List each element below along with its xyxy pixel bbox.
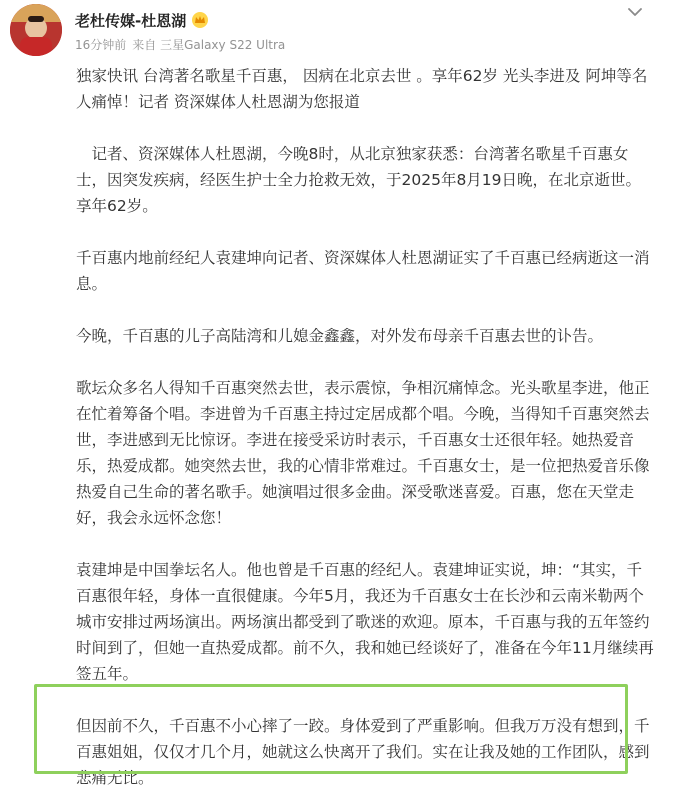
post-paragraph-highlighted: 但因前不久，千百惠不小心摔了一跤。身体爱到了严重影响。但我万万没有想到，千百惠姐姐，仅仅才几个月，她就这么快离开了我们。实在让我及她的工作团队，感到悲痛无比。 <box>76 717 650 787</box>
post-paragraph: 袁建坤是中国拳坛名人。他也曾是千百惠的经纪人。袁建坤证实说，坤：“其实，千百惠很年轻，身体一直很健康。今年5月，我还为千百惠女士在长沙和云南米勒两个城市安排过两场演出。两场演出都受到了歌迷的欢迎。原本，千百惠与我的五年签约时间到了，但她一直热爱成都。前不久，我和她已经谈好了，准备在今年11月继续再签五年。 <box>76 561 654 683</box>
post-time[interactable]: 16分钟前 <box>75 38 127 52</box>
chevron-down-icon[interactable] <box>625 4 645 20</box>
post-source: 来自 三星Galaxy S22 Ultra <box>132 38 286 52</box>
crown-badge-icon <box>191 11 209 29</box>
post-paragraph: 记者、资深媒体人杜恩湖，今晚8时，从北京独家获悉：台湾著名歌星千百惠女士，因突发疾病，经医生护士全力抢救无效，于2025年8月19日晚，在北京逝世。享年62岁。 <box>76 145 642 215</box>
post-header <box>0 0 673 60</box>
post-paragraph-lead: 独家快讯 台湾著名歌星千百惠， 因病在北京去世 。享年62岁 光头李进及 阿坤等名人痛悼！记者 资深媒体人杜恩湖为您报道 <box>76 67 648 111</box>
post-meta <box>75 36 285 53</box>
post-paragraph: 今晚，千百惠的儿子高陆湾和儿媳金鑫鑫，对外发布母亲千百惠去世的讣告。 <box>76 327 604 345</box>
post-body <box>76 63 656 791</box>
post-paragraph: 千百惠内地前经纪人袁建坤向记者、资深媒体人杜恩湖证实了千百惠已经病逝这一消息。 <box>76 249 650 293</box>
author-name[interactable]: 老杜传媒-杜恩湖 <box>75 11 187 30</box>
post-paragraph: 歌坛众多名人得知千百惠突然去世，表示震惊，争相沉痛悼念。光头歌星李进，他正在忙着筹备个唱。李进曾为千百惠主持过定居成都个唱。今晚，当得知千百惠突然去世，李进感到无比惊讶。李进在接受采访时表示，千百惠女士还很年轻。她热爱音乐，热爱成都。她突然去世，我的心情非常难过。千百惠女士，是一位把热爱音乐像热爱自己生命的著名歌手。她演唱过很多金曲。深受歌迷喜爱。百惠，您在天堂走好，我会永远怀念您！ <box>76 379 650 527</box>
avatar-image <box>10 4 62 56</box>
author-row <box>75 8 209 32</box>
avatar[interactable] <box>10 4 62 56</box>
